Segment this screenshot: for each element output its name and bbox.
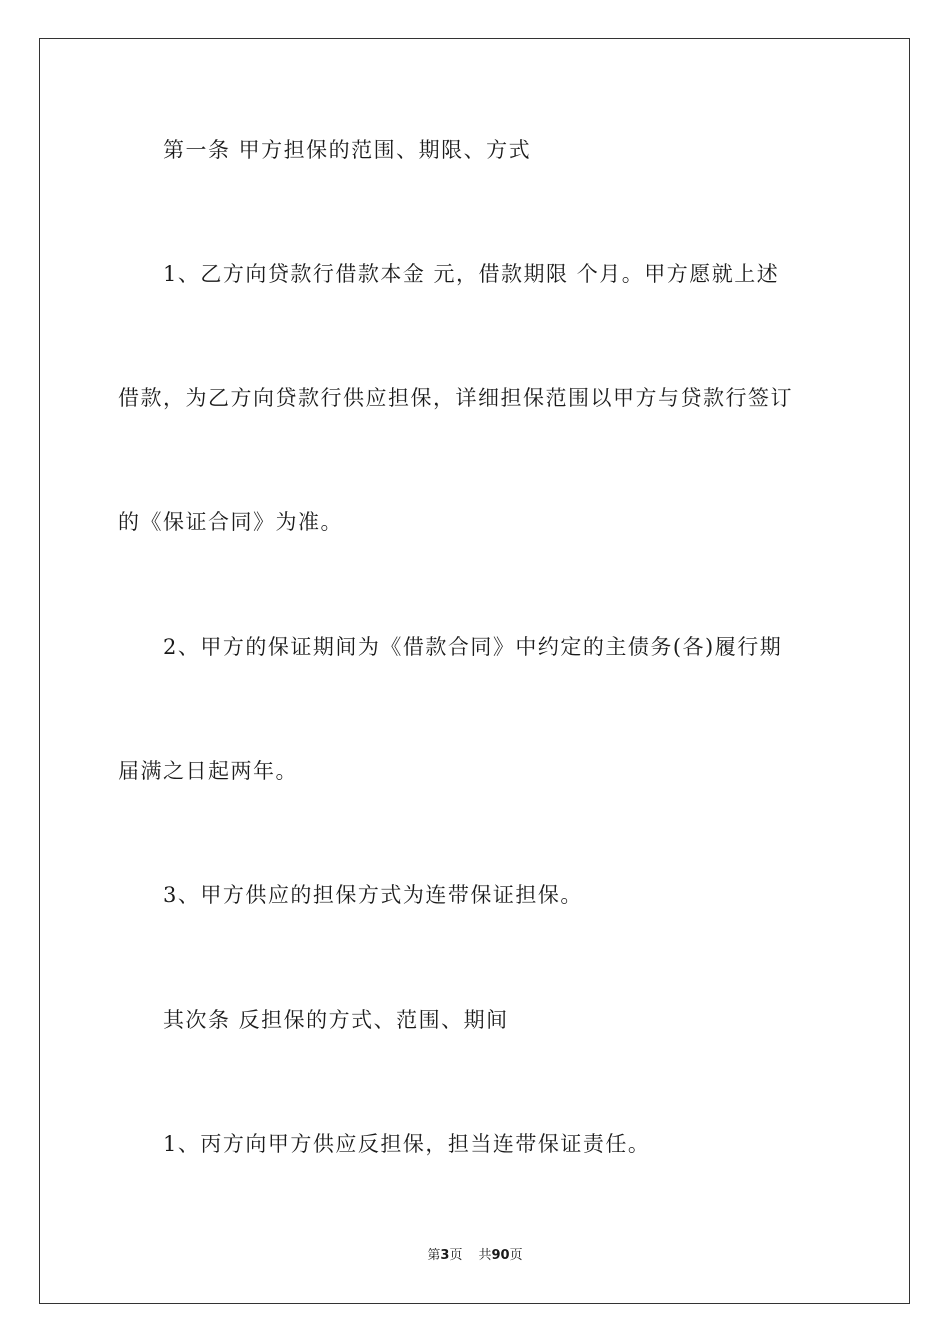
paragraph-line: 1、乙方向贷款行借款本金 元，借款期限 个月。甲方愿就上述 bbox=[163, 262, 780, 286]
footer-total-suffix: 页 bbox=[509, 1248, 523, 1263]
page-border bbox=[39, 38, 910, 1304]
footer-page-number: 3 bbox=[440, 1248, 450, 1263]
paragraph-line: 3、甲方供应的担保方式为连带保证担保。 bbox=[163, 883, 583, 907]
paragraph-line: 届满之日起两年。 bbox=[118, 759, 298, 783]
page-footer bbox=[0, 1247, 950, 1265]
section-heading-2: 其次条 反担保的方式、范围、期间 bbox=[163, 1008, 509, 1032]
paragraph-line: 借款，为乙方向贷款行供应担保，详细担保范围以甲方与贷款行签订 bbox=[118, 386, 793, 410]
footer-total-pages: 90 bbox=[491, 1248, 510, 1263]
footer-page-prefix: 第 bbox=[427, 1248, 441, 1263]
paragraph-line: 2、甲方的保证期间为《借款合同》中约定的主债务(各)履行期 bbox=[163, 635, 783, 659]
section-heading-1: 第一条 甲方担保的范围、期限、方式 bbox=[163, 138, 532, 162]
paragraph-line: 的《保证合同》为准。 bbox=[118, 510, 343, 534]
footer-page-suffix: 页 bbox=[449, 1248, 463, 1263]
footer-total-prefix: 共 bbox=[478, 1248, 492, 1263]
paragraph-line: 1、丙方向甲方供应反担保，担当连带保证责任。 bbox=[163, 1132, 651, 1156]
